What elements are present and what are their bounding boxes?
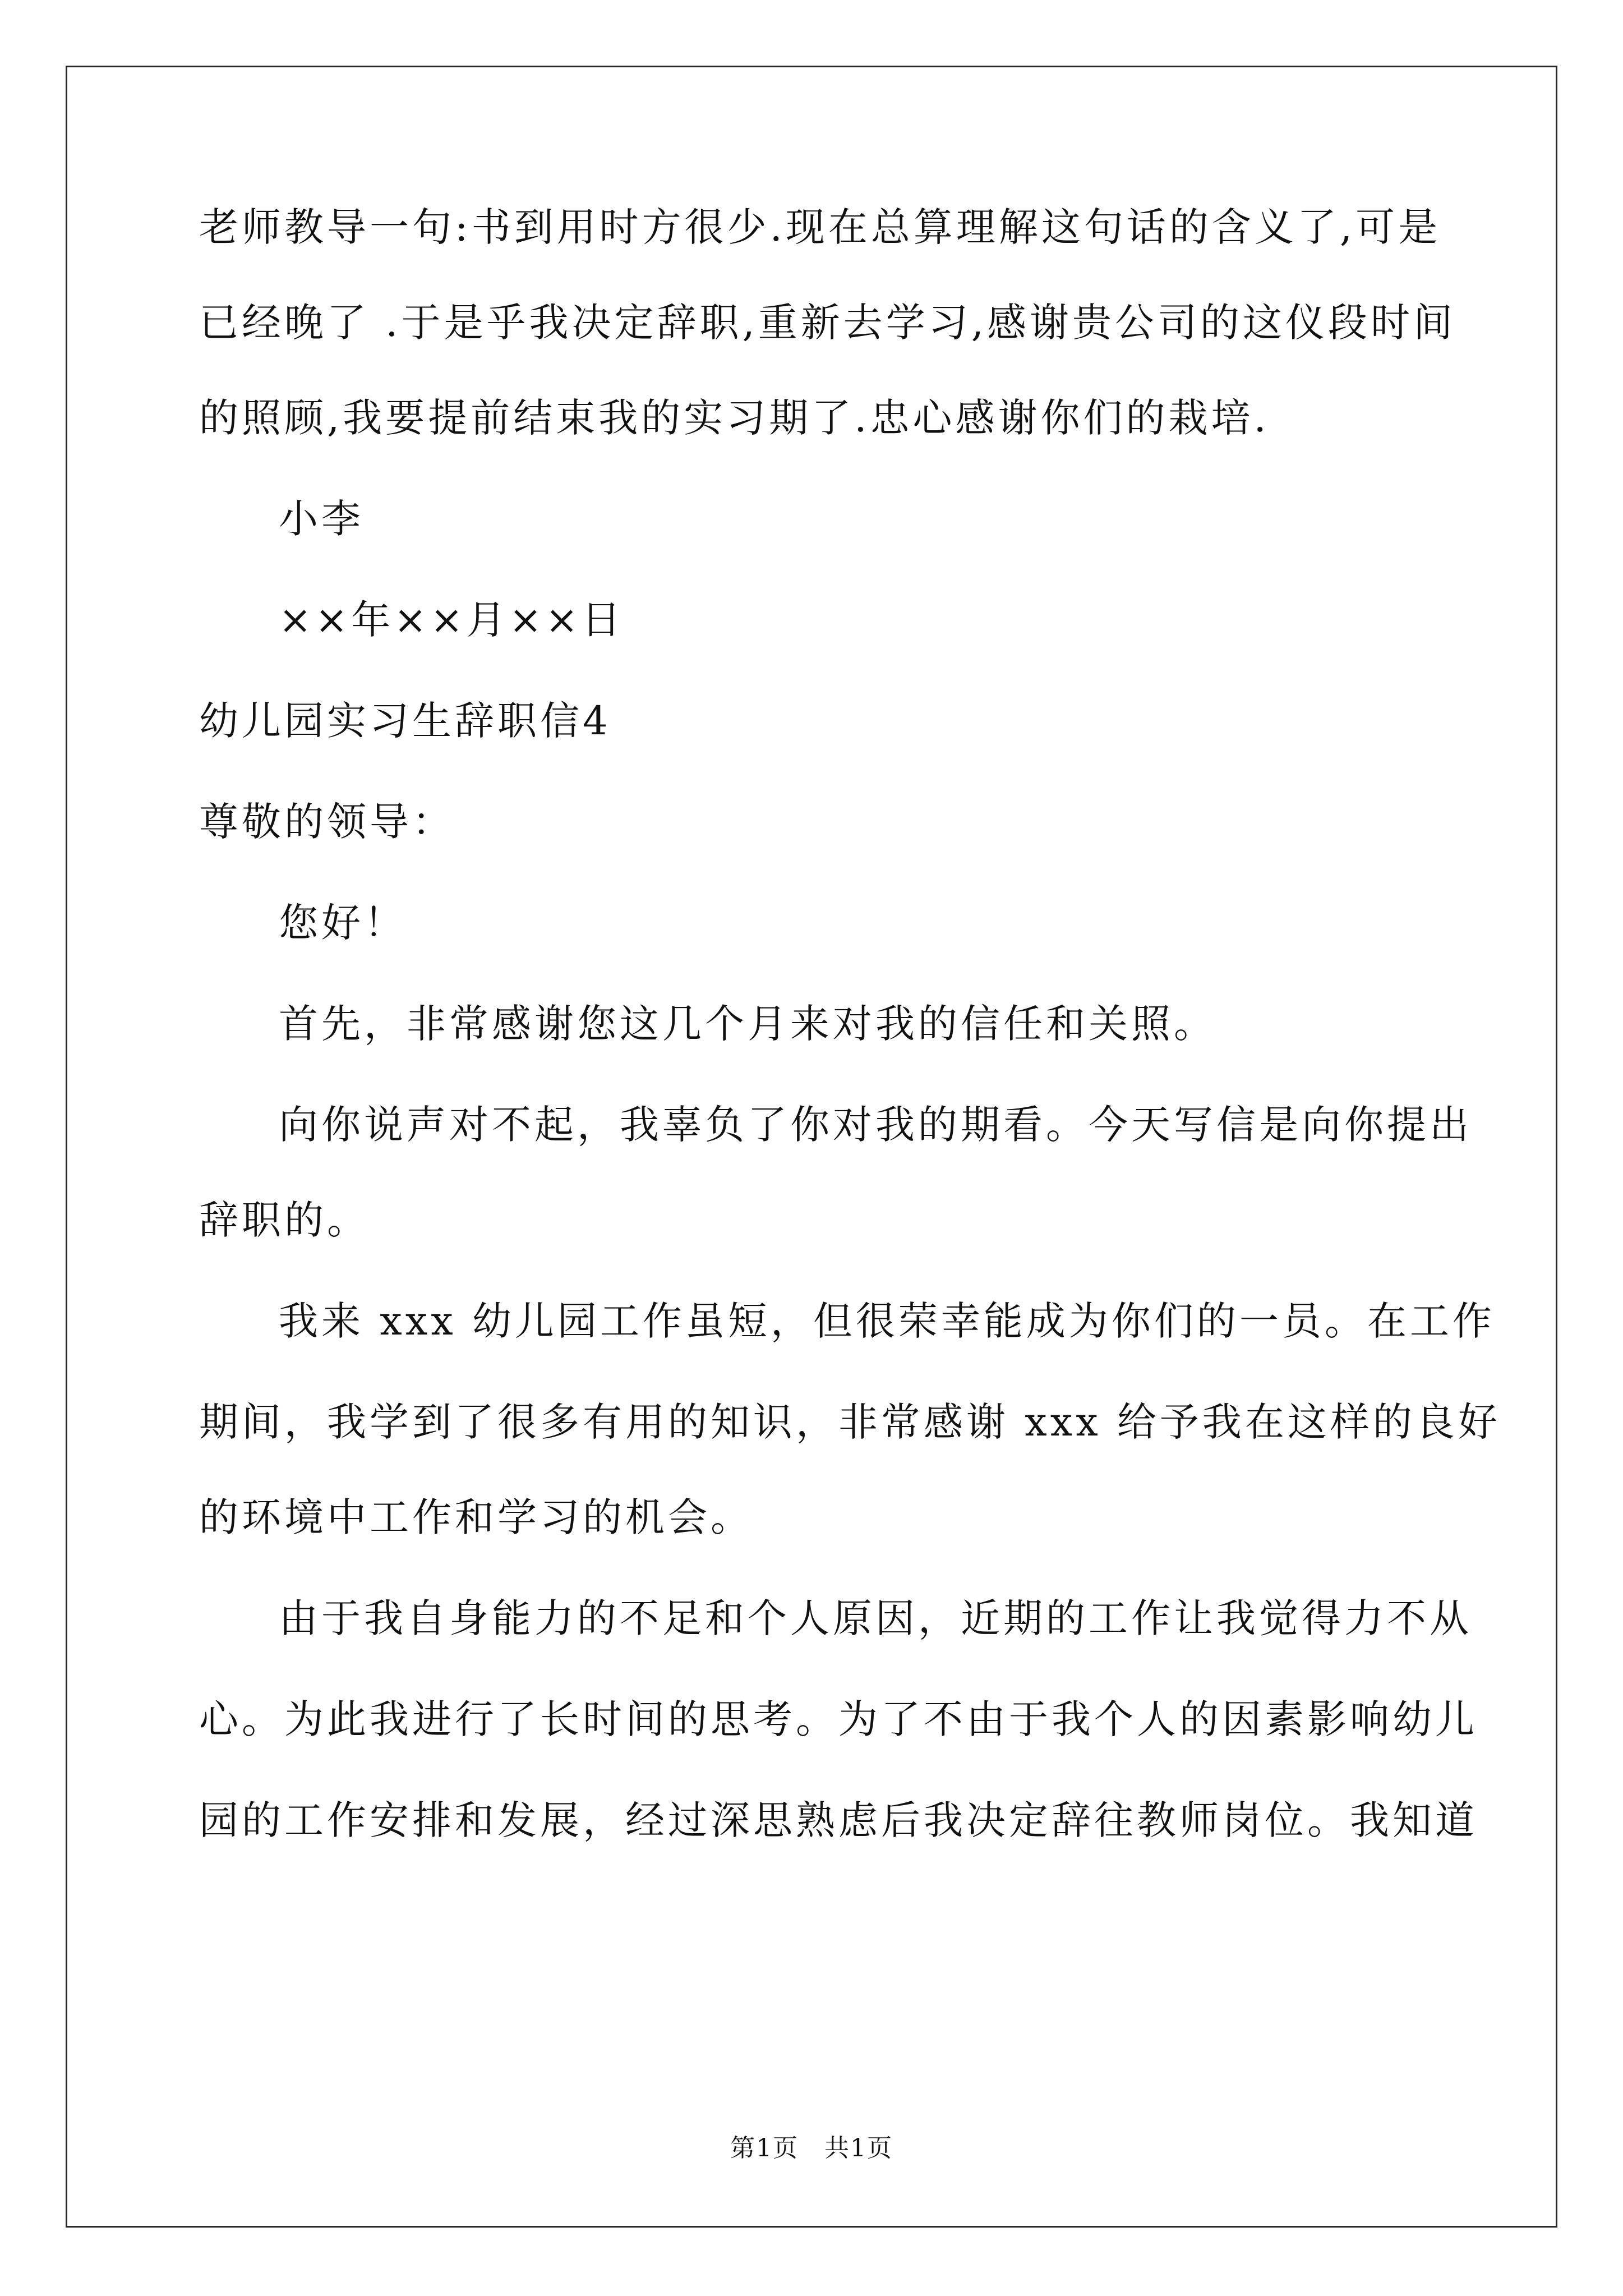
paragraph-line: 的照顾,我要提前结束我的实习期了.忠心感谢你们的栽培. bbox=[199, 395, 1270, 441]
paragraph-line: 辞职的。 bbox=[199, 1197, 370, 1243]
paragraph-line: 我来 xxx 幼儿园工作虽短，但很荣幸能成为你们的一员。在工作 bbox=[279, 1298, 1495, 1344]
paragraph-line: 已经晚了 .于是乎我决定辞职,重新去学习,感谢贵公司的这仪段时间 bbox=[199, 300, 1456, 346]
page-footer bbox=[0, 2134, 1623, 2162]
salutation: 尊敬的领导： bbox=[199, 799, 455, 845]
paragraph-line: 期间，我学到了很多有用的知识，非常感谢 xxx 给予我在这样的良好 bbox=[199, 1399, 1501, 1445]
greeting: 您好！ bbox=[279, 900, 407, 946]
page-number: 第1页 bbox=[730, 2134, 799, 2162]
paragraph-line: 园的工作安排和发展，经过深思熟虑后我决定辞往教师岗位。我知道 bbox=[199, 1797, 1478, 1843]
paragraph-line: 向你说声对不起，我辜负了你对我的期看。今天写信是向你提出 bbox=[279, 1102, 1472, 1148]
paragraph-line: 由于我自身能力的不足和个人原因，近期的工作让我觉得力不从 bbox=[279, 1595, 1472, 1641]
page-total: 共1页 bbox=[824, 2134, 893, 2162]
paragraph-line: 心。为此我进行了长时间的思考。为了不由于我个人的因素影响幼儿 bbox=[199, 1696, 1478, 1742]
paragraph-line: 首先，非常感谢您这几个月来对我的信任和关照。 bbox=[279, 1001, 1216, 1047]
signature-date: ××年××月××日 bbox=[279, 597, 624, 643]
paragraph-line: 的环境中工作和学习的机会。 bbox=[199, 1494, 753, 1540]
paragraph-line: 老师教导一句:书到用时方很少.现在总算理解这句话的含义了,可是 bbox=[199, 204, 1441, 250]
section-title: 幼儿园实习生辞职信4 bbox=[199, 698, 611, 744]
signature-name: 小李 bbox=[279, 496, 364, 542]
